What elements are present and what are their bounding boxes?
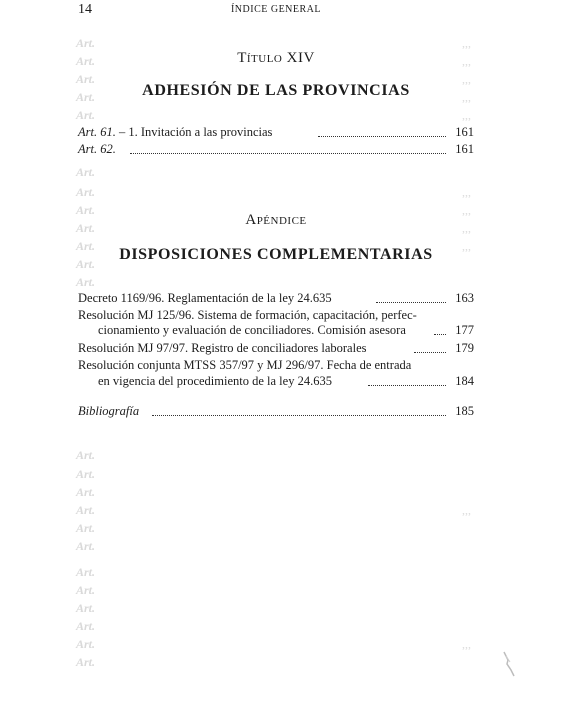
entry-text: Resolución MJ 97/97. Registro de conciliadores laborales (78, 341, 367, 355)
toc-entry-continuation (78, 323, 474, 338)
toc-row-art-61 (78, 125, 474, 140)
page-ref: 177 (455, 323, 474, 337)
page-ref: 184 (455, 374, 474, 388)
article-number: Art. 62. (78, 142, 116, 156)
dot-leader (376, 302, 446, 303)
toc-row-bibliografia (78, 404, 474, 419)
entry-text: Resolución conjunta MTSS 357/97 y MJ 296/97. Fecha de entrada (78, 358, 412, 372)
entry-text-continued: en vigencia del procedimiento de la ley 24.635 (98, 374, 332, 388)
page-ref: 163 (455, 291, 474, 305)
page-ref: 185 (455, 404, 474, 418)
scan-mark-icon (502, 650, 516, 678)
dot-leader (434, 334, 446, 335)
entry-text: Decreto 1169/96. Reglamentación de la ley 24.635 (78, 291, 332, 305)
dot-leader (152, 415, 446, 416)
page-ref: 161 (455, 142, 474, 156)
page-ref: 179 (455, 341, 474, 355)
running-head: ÍNDICE GENERAL (230, 4, 322, 15)
toc-entry (78, 308, 474, 323)
titulo-label: Título XIV (237, 50, 315, 66)
page-header (78, 2, 474, 18)
apendice-label: Apéndice (245, 212, 307, 228)
bibliografia-label: Bibliografía (78, 404, 140, 418)
dot-leader (318, 136, 446, 137)
dot-leader (414, 352, 446, 353)
page-number: 14 (78, 2, 92, 17)
dot-leader (130, 153, 446, 154)
entry-text: Resolución MJ 125/96. Sistema de formación, capacitación, perfec- (78, 308, 417, 322)
toc-entry (78, 291, 474, 306)
titulo-heading: ADHESIÓN DE LAS PROVINCIAS (142, 82, 410, 99)
article-text: – 1. Invitación a las provincias (115, 125, 273, 139)
page-ref: 161 (455, 125, 474, 139)
apendice-heading: DISPOSICIONES COMPLEMENTARIAS (119, 246, 433, 263)
toc-entry-continuation (78, 374, 474, 389)
dot-leader (368, 385, 446, 386)
toc-entry (78, 358, 474, 373)
article-number: Art. 61. (78, 125, 116, 139)
entry-text-continued: cionamiento y evaluación de conciliadores. Comisión asesora (98, 323, 406, 337)
toc-row-art-62 (78, 142, 474, 157)
document-page: Art. Art. Art. Art. Art. Art. Art. Art. Art. Art. Art. Art. Art. Art. Art. Art. Art. Art. Art. Art. Art. Art. Art. Art. ,,, ,,, ,,, ,,, ,,, ,,, ,,, ,,, ,,, ,,, ,,, 14 ÍNDICE GENERAL Título XIV ADHESIÓN DE LAS PROVINCIAS Art. 61. – 1. Invitación a las provincias 161 Art. 62. 161 Apéndice DISPOSICIONES COMPLEMENTARIAS Decreto 1169/96. Reglamentación de la ley 24.635 163 Resolución MJ 125/96. Sistema de formación, capacitación, perfec- cionamiento y evaluación de conciliadores. Comisión asesora 177 Resolución MJ 97/97. Registro de conciliadores laborales 179 Resolución conjunta MTSS 357/97 y MJ 296/97. Fecha de entrada en vigencia del procedimiento de la ley 24.635 184 Bibliografía 185 (0, 0, 563, 728)
toc-entry (78, 341, 474, 356)
